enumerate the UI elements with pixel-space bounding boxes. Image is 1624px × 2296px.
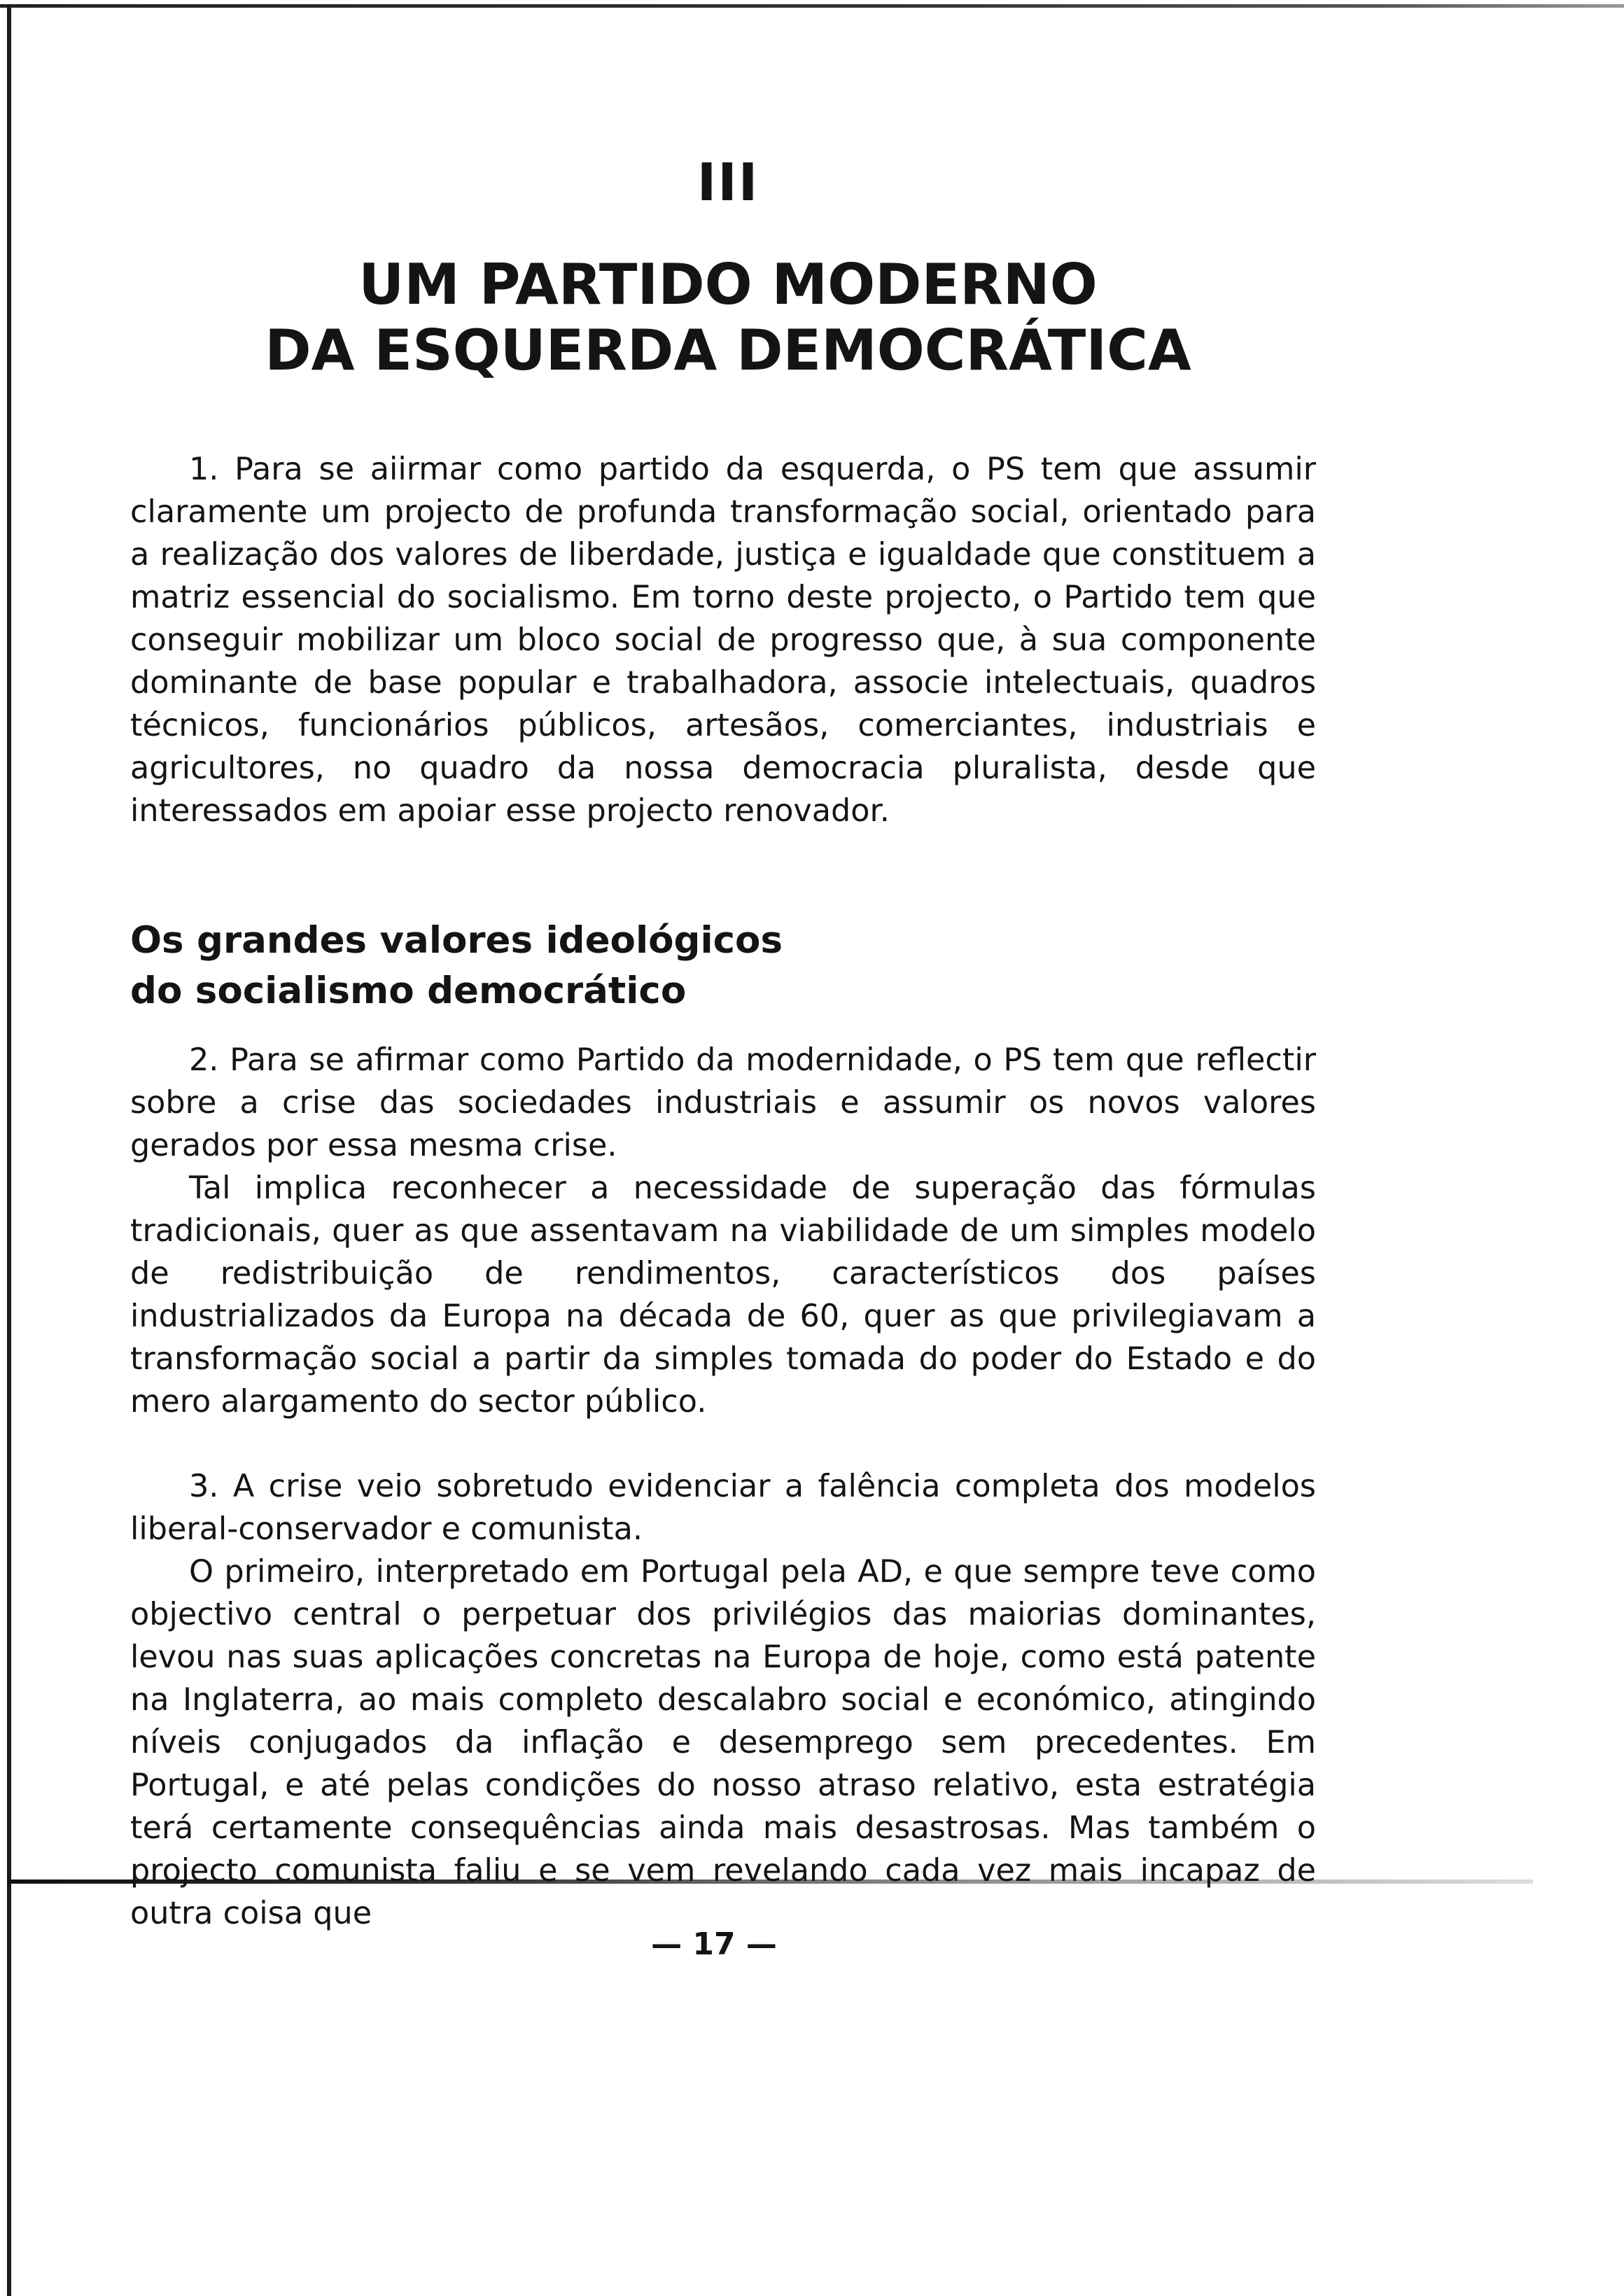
page-number: — 17 — [651,1926,777,1962]
paragraph-3: 3. A crise veio sobretudo evidenciar a falência completa dos modelos liberal-conservador e comunista. [130,1469,1316,1547]
paragraph-3-continued: O primeiro, interpretado em Portugal pela AD, e que sempre teve como objectivo central o perpetuar dos privilégios das maiorias dominantes, levou nas suas aplicações concretas na Europa de hoje, como está patente na Inglaterra, ao mais completo descalabro social e económico, atingindo níveis conjugados da inflação e desemprego sem precedentes. Em Portugal, e até pelas condições do nosso atraso relativo, esta estratégia terá certamente consequências ainda mais desastrosas. Mas também o projecto comunista faliu e se vem revelando cada vez mais incapaz de outra coisa que [130,1554,1316,1931]
section-text-a [130,1039,1316,1423]
chapter-title-line-1: UM PARTIDO MODERNO [358,252,1098,317]
section-text-b [130,1465,1316,1935]
paragraph-1: 1. Para se aiirmar como partido da esquerda, o PS tem que assumir claramente um projecto de profunda transformação social, orientado para a realização dos valores de liberdade, justiça e igualdade que constituem a matriz essencial do socialismo. Em torno deste projecto, o Partido tem que conseguir mobilizar um bloco social de progresso que, à sua componente dominante de base popular e trabalhadora, associe intelectuais, quadros técnicos, funcionários públicos, artesãos, comerciantes, industriais e agricultores, no quadro da nossa democracia pluralista, desde que interessados em apoiar esse projecto renovador. [130,451,1316,829]
scan-edge-top [0,4,1624,8]
section-heading-line-2: do socialismo democrático [130,969,687,1012]
section-heading-line-1: Os grandes valores ideológicos [130,919,783,962]
chapter-title-line-2: DA ESQUERDA DEMOCRÁTICA [265,318,1191,383]
section-heading [130,916,1316,1016]
intro-text [130,448,1316,832]
paragraph-2-continued: Tal implica reconhecer a necessidade de superação das fórmulas tradicionais, quer as que assentavam na viabilidade de um simples modelo de redistribuição de rendimentos, característicos dos países industrializados da Europa na década de 60, quer as que privilegiavam a transformação social a partir da simples tomada do poder do Estado e do mero alargamento do sector público. [130,1170,1316,1420]
chapter-title [0,252,1456,384]
paragraph-2: 2. Para se afirmar como Partido da modernidade, o PS tem que reflectir sobre a crise das sociedades industriais e assumir os novos valores gerados por essa mesma crise. [130,1042,1316,1163]
chapter-number: III [696,153,760,213]
